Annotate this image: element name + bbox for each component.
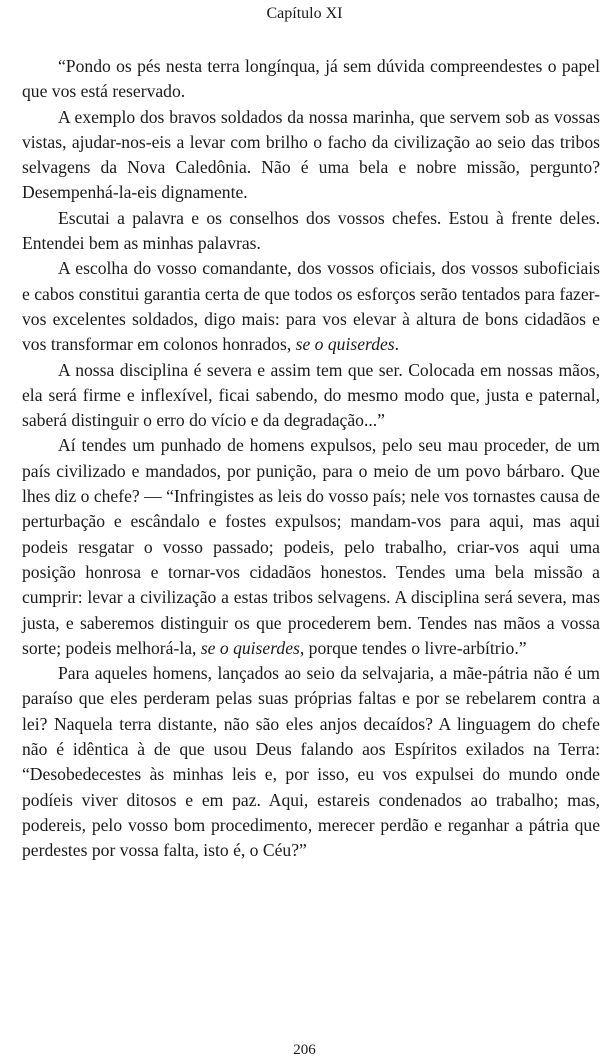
italic-emphasis: se o quiserdes — [295, 334, 395, 355]
text-run: Para aqueles homens, lançados ao seio da selvajaria, a mãe-pátria não é um paraíso que eles perderam pelas suas próprias faltas e por se rebelarem contra a lei? Naquela terra distante, não são eles anjos decaídos? A linguagem do chefe não é idêntica à de que usou Deus falando aos Espíritos exilados na Terra: “Desobedecestes às minhas leis e, por isso, eu vos expulsei do mundo onde podíeis viver ditosos e em paz. Aqui, estareis condenados ao trabalho; mas, podereis, pelo vosso bom procedimento, merecer perdão e reganhar a pátria que perdestes por vossa falta, isto é, o Céu?” — [22, 663, 600, 861]
paragraph — [22, 433, 600, 661]
paragraph — [22, 661, 600, 863]
text-run: A escolha do vosso comandante, dos vossos oficiais, dos vossos suboficiais e cabos constitui garantia certa de que todos os esforços serão tentados para fazer-vos excelentes soldados, digo mais: para vos elevar à altura de bons cidadãos e vos transformar em colonos honrados, — [22, 258, 600, 355]
paragraph — [22, 206, 600, 257]
page-number: 206 — [293, 1042, 316, 1058]
paragraph — [22, 358, 600, 434]
italic-emphasis: se o quiserdes — [200, 637, 300, 658]
text-run: Aí tendes um punhado de homens expulsos, pelo seu mau proceder, de um país civilizado e mandados, por punição, para o meio de um povo bárbaro. Que lhes diz o chefe? — “Infringistes as leis do vosso país; nele vos tornastes causa de perturbação e escândalo e fostes expulsos; mandam-vos para aqui, mas aqui podeis resgatar o vosso passado; podeis, pelo trabalho, criar-vos aqui uma posição honrosa e tornar-vos cidadãos honestos. Tendes uma bela missão a cumprir: levar a civilização a estas tribos selvagens. A disciplina será severa, mas justa, e saberemos distinguir os que procederem bem. Tendes nas mãos a vossa sorte; podeis melhorá-la, — [22, 435, 600, 658]
paragraph — [22, 105, 600, 206]
text-run: . — [394, 334, 400, 355]
paragraph — [22, 256, 600, 357]
text-run: , porque tendes o livre-arbítrio.” — [299, 637, 527, 658]
page-body — [22, 54, 600, 864]
paragraph — [22, 54, 600, 105]
text-run: A exemplo dos bravos soldados da nossa marinha, que servem sob as vossas vistas, ajudar-nos-eis a levar com brilho o facho da civilização ao seio das tribos selvagens da Nova Caledônia. Não é uma bela e nobre missão, pergunto? Desempenhá-la-eis dignamente. — [22, 106, 600, 203]
text-run: “Pondo os pés nesta terra longínqua, já sem dúvida compreendestes o papel que vos está reservado. — [22, 56, 600, 102]
text-run: Escutai a palavra e os conselhos dos vossos chefes. Estou à frente deles. Entendei bem as minhas palavras. — [22, 207, 600, 254]
running-head: Capítulo XI — [266, 5, 343, 22]
text-run: A nossa disciplina é severa e assim tem que ser. Colocada em nossas mãos, ela será firme e inflexível, ficai sabendo, do mesmo modo que, justa e paternal, saberá distinguir o erro do vício e da degradação...” — [22, 359, 600, 431]
